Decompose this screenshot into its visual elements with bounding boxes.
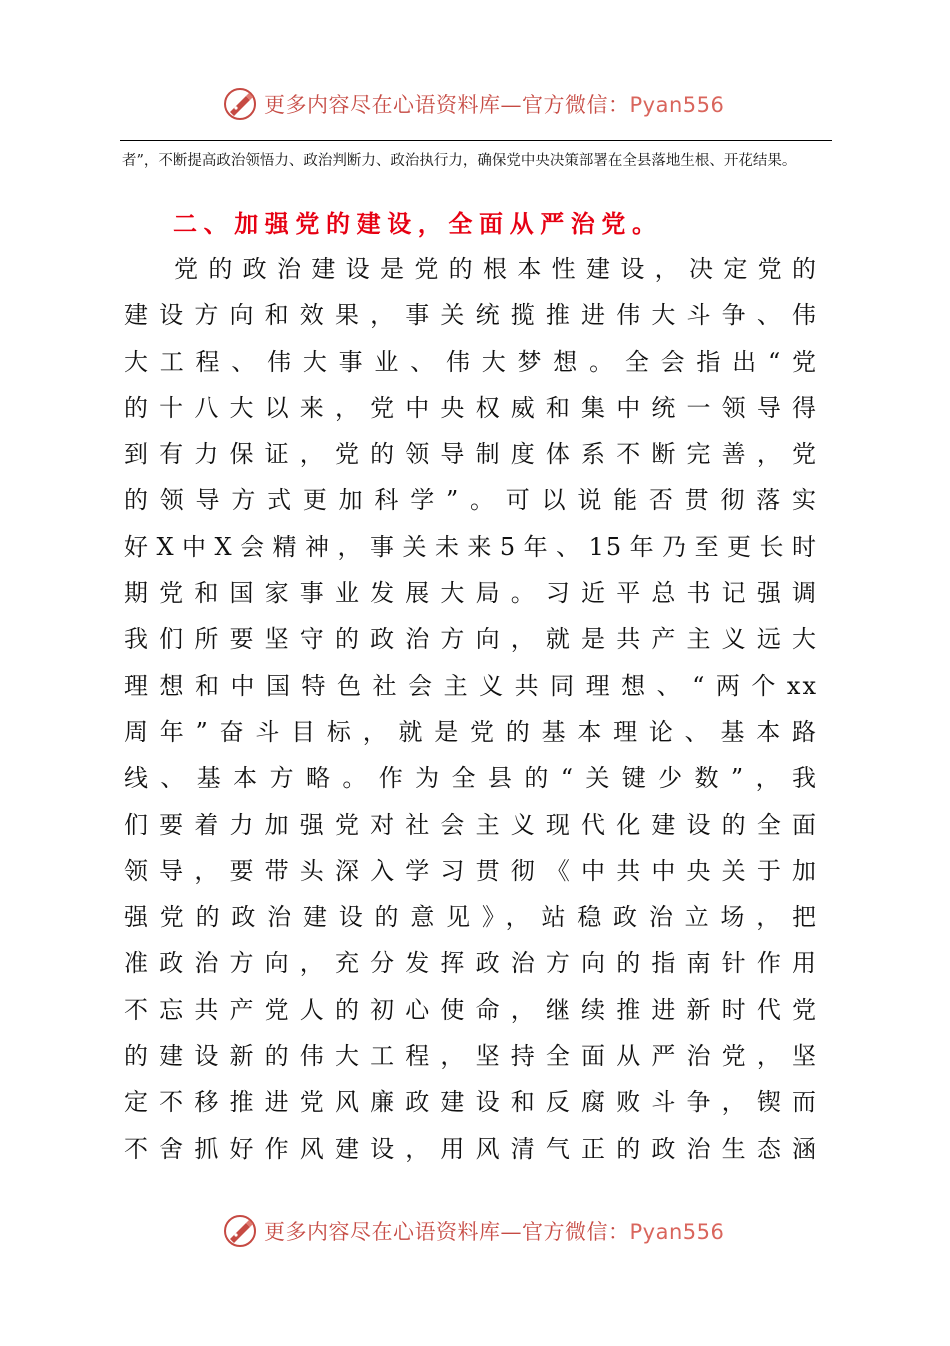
body-line: 不舍抓好作风建设，用风清气正的政治生态涵: [124, 1134, 818, 1163]
body-line: 期党和国家事业发展大局。习近平总书记强调: [124, 579, 818, 608]
body-line: 大工程、伟大事业、伟大梦想。全会指出“党: [124, 347, 818, 376]
body-line: 理想和中国特色社会主义共同理想、“两个xx: [124, 671, 818, 700]
body-line: 定不移推进党风廉政建设和反腐败斗争，锲而: [124, 1088, 818, 1117]
header-banner: [222, 82, 724, 126]
body-line: 线、基本方略。作为全县的“关键少数”，我: [124, 764, 818, 793]
body-line: 的建设新的伟大工程，坚持全面从严治党，坚: [124, 1042, 818, 1071]
body-line: 党的政治建设是党的根本性建设，决定党的: [174, 255, 818, 283]
header-wechat-id: Pyan556: [629, 93, 725, 117]
body-line: 建设方向和效果，事关统揽推进伟大斗争、伟: [124, 301, 818, 330]
footer-banner: [222, 1209, 724, 1253]
body-line: 到有力保证，党的领导制度体系不断完善，党: [124, 440, 818, 469]
body-line: 不忘共产党人的初心使命，继续推进新时代党: [124, 995, 818, 1024]
footer-banner-text: 更多内容尽在心语资料库—官方微信：: [264, 1220, 630, 1244]
header-divider: [120, 140, 832, 141]
body-line: 领导，要带头深入学习贯彻《中共中央关于加: [124, 856, 818, 885]
body-line: 好X中X会精神，事关未来5年、15年乃至更长时: [124, 532, 818, 561]
section-heading: 二、加强党的建设，全面从严治党。: [173, 209, 663, 238]
body-line: 们要着力加强党对社会主义现代化建设的全面: [124, 810, 818, 839]
body-line: 的领导方式更加科学”。可以说能否贯彻落实: [124, 486, 818, 515]
header-banner-text: 更多内容尽在心语资料库—官方微信：: [264, 93, 630, 117]
body-line: 准政治方向，充分发挥政治方向的指南针作用: [124, 949, 818, 978]
footer-wechat-id: Pyan556: [629, 1220, 725, 1244]
pen-nib-logo-icon: [222, 86, 258, 122]
top-paragraph: 者”，不断提高政治领悟力、政治判断力、政治执行力，确保党中央决策部署在全县落地生根、开花结果。: [122, 153, 797, 169]
body-line: 强党的政治建设的意见》，站稳政治立场，把: [124, 903, 818, 932]
body-line: 的十八大以来，党中央权威和集中统一领导得: [124, 393, 818, 422]
body-text: [124, 246, 818, 1172]
body-line: 周年”奋斗目标，就是党的基本理论、基本路: [124, 717, 818, 746]
body-line: 我们所要坚守的政治方向，就是共产主义远大: [124, 625, 818, 654]
pen-nib-logo-icon: [222, 1213, 258, 1249]
